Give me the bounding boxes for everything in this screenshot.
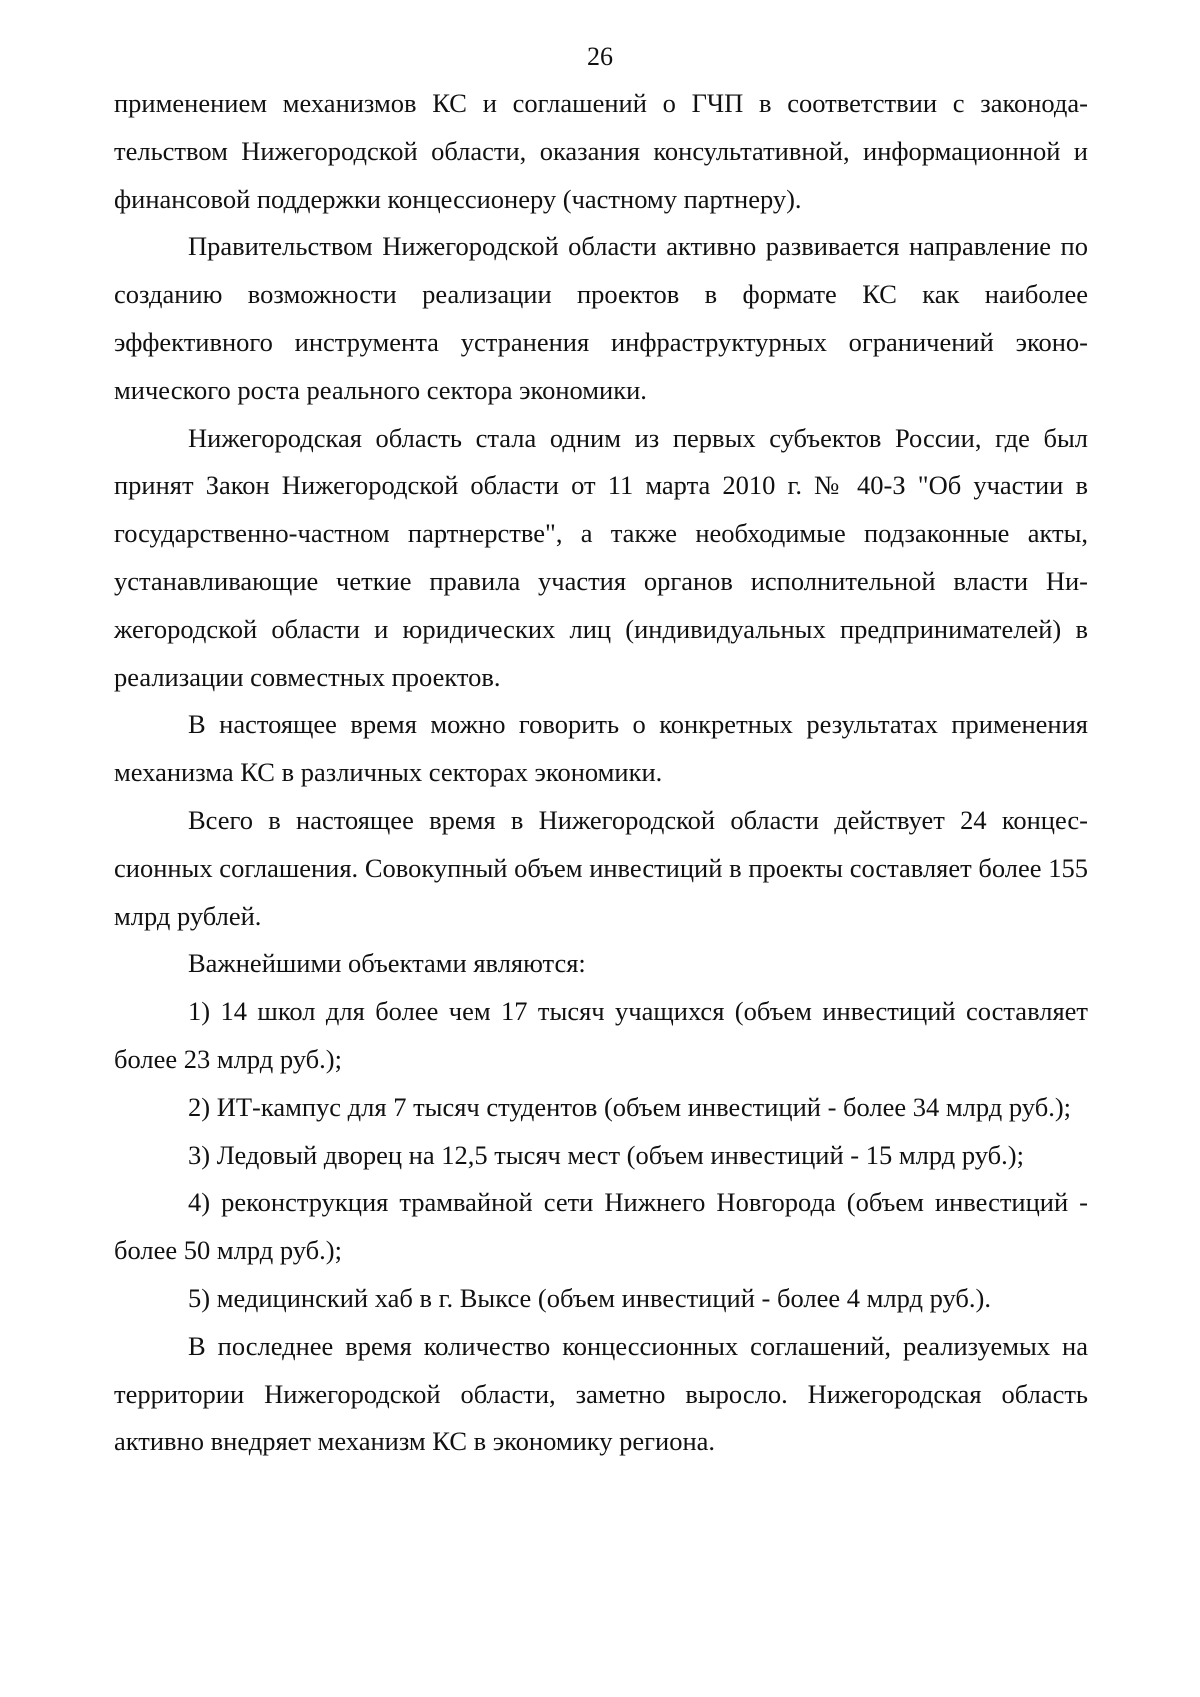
paragraph-regional-law: Нижегородская область стала одним из первых субъектов России, где был принят Закон Нижегородской области от 11 марта 2010 г. № 40-З "Об участии в государственно-частном партнерстве", а также необходимые подзаконные акты, устанавливающие четкие правила участия органов исполнительной власти Нижегородской области и юридических лиц (индивидуальных предпринимателей) в реализации совместных проектов. — [114, 422, 1088, 692]
paragraph-government-direction: Правительством Нижегородской области активно развивается направление по созданию возможности реализации проектов в формате КС как наиболее эффективного инструмента устранения инфраструктурных ограничений экономического роста реального сектора экономики. — [114, 231, 1088, 405]
page-number: 26 — [587, 42, 613, 71]
paragraph-results: В настоящее время можно говорить о конкретных результатах применения механизма КС в различных секторах экономики. — [114, 709, 1088, 788]
list-item-medical-hub: 5) медицинский хаб в г. Выксе (объем инвестиций - более 4 млрд руб.). — [188, 1282, 991, 1313]
list-item-tram-network: 4) реконструкция трамвайной сети Нижнего Новгорода (объем инвестиций - более 50 млрд руб.); — [114, 1187, 1088, 1266]
list-item-schools: 1) 14 школ для более чем 17 тысяч учащихся (объем инвестиций составляет более 23 млрд руб.); — [114, 996, 1088, 1074]
list-item-ice-palace: 3) Ледовый дворец на 12,5 тысяч мест (объем инвестиций - 15 млрд руб.); — [188, 1139, 1024, 1170]
paragraph-total-agreements: Всего в настоящее время в Нижегородской области действует 24 концессионных соглашения. Совокупный объем инвестиций в проекты составляет более 155 млрд рублей. — [114, 804, 1088, 931]
paragraph-key-objects-intro: Важнейшими объектами являются: — [188, 948, 586, 979]
paragraph-conclusion: В последнее время количество концессионных соглашений, реализуемых на территории Нижегородской области, заметно выросло. Нижегородская область активно внедряет механизм КС в экономику региона. — [114, 1330, 1088, 1457]
list-item-it-campus: 2) ИТ-кампус для 7 тысяч студентов (объем инвестиций - более 34 млрд руб.); — [188, 1091, 1072, 1122]
paragraph-continuation: применением механизмов КС и соглашений о ГЧП в соответствии с законодательством Нижегородской области, оказания консультативной, информационной и финансовой поддержки концессионеру (частному партнеру). — [114, 88, 1088, 214]
document-body — [114, 80, 1088, 1466]
